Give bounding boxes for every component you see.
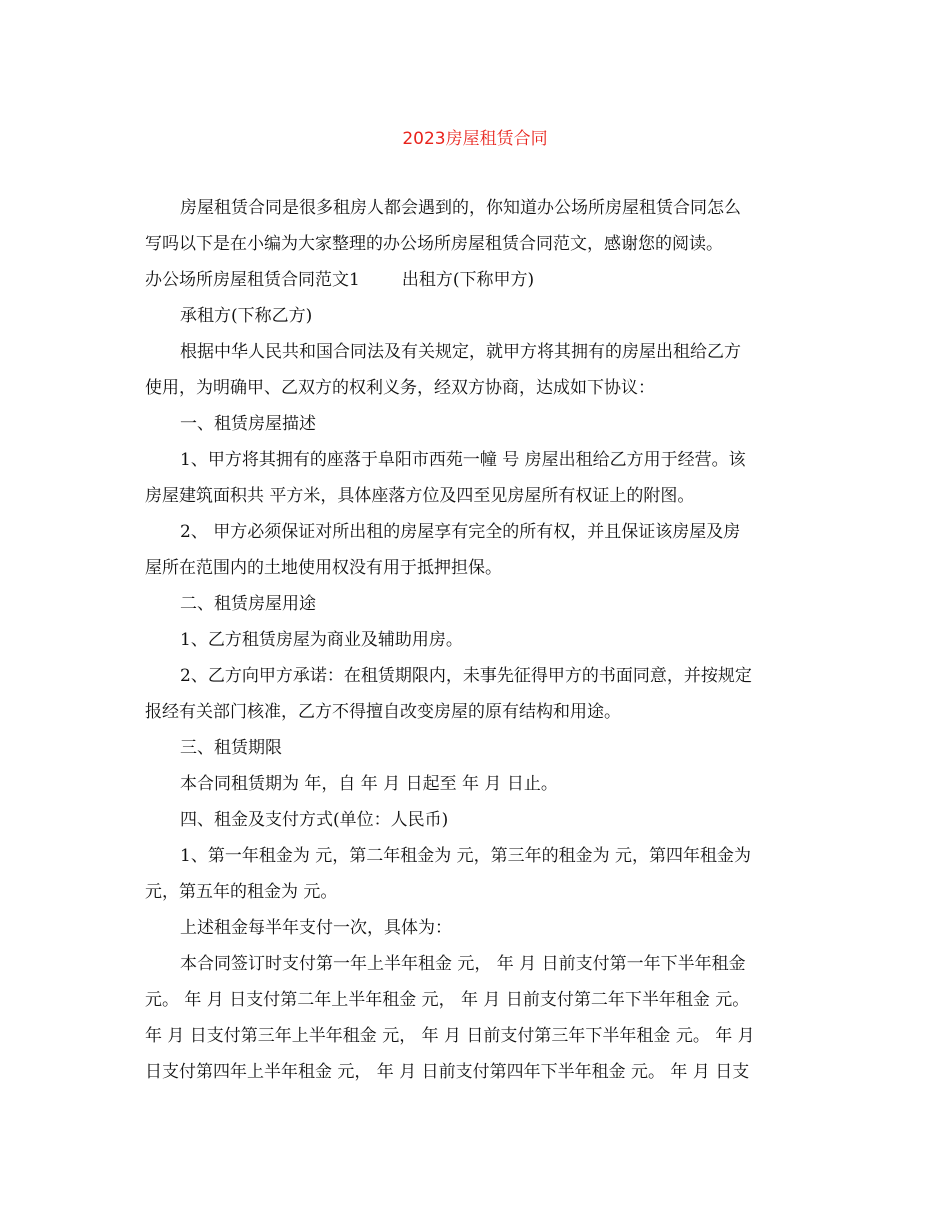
paragraph-line: 1、第一年租金为 元，第二年租金为 元，第三年的租金为 元，第四年租金为 (180, 846, 752, 866)
party-label-lessor: 出租方(下称甲方) (401, 270, 535, 290)
paragraph-line: 报经有关部门核准，乙方不得擅自改变房屋的原有结构和用途。 (145, 702, 621, 722)
paragraph-line: 1、甲方将其拥有的座落于阜阳市西苑一幢 号 房屋出租给乙方用于经营。该 (180, 450, 746, 470)
section-heading: 四、租金及支付方式(单位：人民币) (180, 810, 449, 830)
paragraph-line: 本合同签订时支付第一年上半年租金 元， 年 月 日前支付第一年下半年租金 (180, 954, 746, 974)
paragraph-line: 房屋建筑面积共 平方米，具体座落方位及四至见房屋所有权证上的附图。 (145, 486, 695, 506)
paragraph-line: 本合同租赁期为 年，自 年 月 日起至 年 月 日止。 (180, 774, 558, 794)
paragraph-line: 屋所在范围内的土地使用权没有用于抵押担保。 (145, 558, 502, 578)
paragraph-line: 2、 甲方必须保证对所出租的房屋享有完全的所有权，并且保证该房屋及房 (180, 522, 741, 542)
paragraph-line: 2、乙方向甲方承诺：在租赁期限内，未事先征得甲方的书面同意，并按规定 (180, 666, 752, 686)
document-body (145, 190, 807, 1090)
party-label-lessee: 承租方(下称乙方) (180, 306, 313, 326)
paragraph-line: 元。 年 月 日支付第二年上半年租金 元， 年 月 日前支付第二年下半年租金 元。 (145, 990, 750, 1010)
section-heading: 二、租赁房屋用途 (180, 594, 316, 614)
paragraph-line: 使用，为明确甲、乙双方的权利义务，经双方协商，达成如下协议： (145, 378, 655, 398)
paragraph-line: 房屋租赁合同是很多租房人都会遇到的，你知道办公场所房屋租赁合同怎么 (180, 198, 741, 218)
paragraph-line: 根据中华人民共和国合同法及有关规定，就甲方将其拥有的房屋出租给乙方 (180, 342, 741, 362)
section-heading: 办公场所房屋租赁合同范文1 (145, 270, 360, 290)
paragraph-line: 元，第五年的租金为 元。 (145, 882, 338, 902)
paragraph-line: 1、乙方租赁房屋为商业及辅助用房。 (180, 630, 463, 650)
paragraph-line: 年 月 日支付第三年上半年租金 元， 年 月 日前支付第三年下半年租金 元。 年 月 (145, 1026, 755, 1046)
section-heading: 三、租赁期限 (180, 738, 282, 758)
paragraph-line (145, 262, 807, 298)
section-heading: 一、租赁房屋描述 (180, 414, 316, 434)
paragraph-line: 日支付第四年上半年租金 元， 年 月 日前支付第四年下半年租金 元。 年 月 日支 (145, 1062, 750, 1082)
paragraph-line: 上述租金每半年支付一次，具体为： (180, 918, 452, 938)
paragraph-line: 写吗以下是在小编为大家整理的办公场所房屋租赁合同范文，感谢您的阅读。 (145, 234, 723, 254)
document-title: 2023房屋租赁合同 (402, 129, 548, 149)
